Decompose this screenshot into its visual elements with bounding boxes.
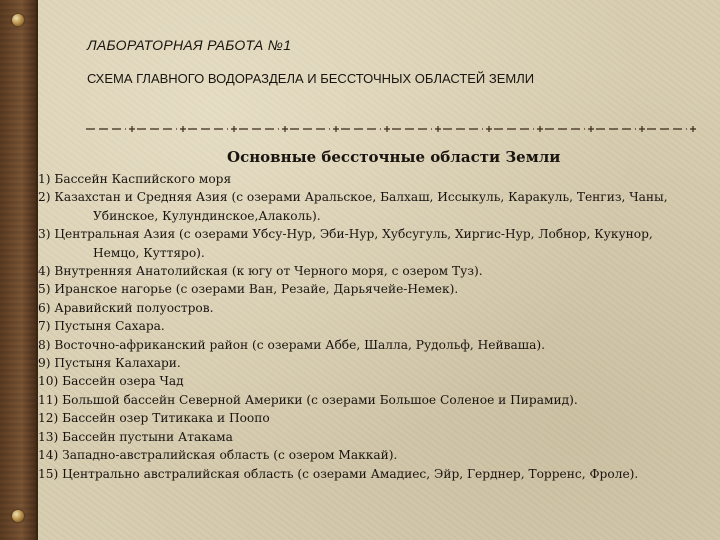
divider-cross-icon: [282, 126, 288, 132]
list-item: 14) Западно-австралийская область (с озером Маккай).: [38, 448, 398, 463]
basin-list: [38, 170, 698, 483]
divider-cross-icon: [180, 126, 186, 132]
divider-cross-icon: [537, 126, 543, 132]
list-item: 5) Иранское нагорье (с озерами Ван, Резайе, Дарьячейе-Немек).: [38, 282, 459, 297]
list-item: 10) Бассейн озера Чад: [38, 374, 184, 389]
list-item: 3) Центральная Азия (с озерами Убсу-Нур, Эби-Нур, Хубсугуль, Хиргис-Нур, Лобнор, Кукунор, Немцо, Куттяро).: [38, 227, 653, 260]
list-item: 1) Бассейн Каспийского моря: [38, 172, 232, 186]
list-item: 7) Пустыня Сахара.: [38, 319, 165, 334]
divider-cross-icon: [486, 126, 492, 132]
divider-cross-icon: [129, 126, 135, 132]
list-item: 8) Восточно-африканский район (с озерами Аббе, Шалла, Рудольф, Нейваша).: [38, 337, 545, 352]
lab-title: ЛАБОРАТОРНАЯ РАБОТА №1: [87, 37, 292, 53]
decorative-divider: [86, 124, 698, 134]
scheme-title: СХЕМА ГЛАВНОГО ВОДОРАЗДЕЛА И БЕССТОЧНЫХ ОБЛАСТЕЙ ЗЕМЛИ: [87, 71, 535, 86]
list-item: 6) Аравийский полуостров.: [38, 300, 214, 315]
list-item: 15) Центрально австралийская область (с озерами Амадиес, Эйр, Герднер, Торренс, Фроле).: [38, 466, 639, 481]
list-item: 12) Бассейн озер Титикака и Поопо: [38, 411, 270, 426]
rivet-icon: [12, 510, 24, 522]
list-item: 13) Бассейн пустыни Атакама: [38, 429, 233, 444]
divider-cross-icon: [588, 126, 594, 132]
divider-cross-icon: [384, 126, 390, 132]
list-item: 2) Казахстан и Средняя Азия (с озерами Аральское, Балхаш, Иссыкуль, Каракуль, Тенгиз, Чаны, Убинское, Кулундинское,Алаколь).: [38, 190, 668, 223]
list-item: 4) Внутренняя Анатолийская (к югу от Черного моря, с озером Туз).: [38, 264, 483, 279]
divider-cross-icon: [690, 126, 696, 132]
divider-cross-icon: [435, 126, 441, 132]
divider-cross-icon: [639, 126, 645, 132]
binder-spine: [0, 0, 38, 540]
list-item: 9) Пустыня Калахари.: [38, 356, 181, 371]
section-heading: Основные бессточные области Земли: [227, 148, 561, 166]
list-item: 11) Большой бассейн Северной Америки (с озерами Большое Соленое и Пирамид).: [38, 392, 578, 407]
divider-cross-icon: [333, 126, 339, 132]
divider-cross-icon: [231, 126, 237, 132]
rivet-icon: [12, 14, 24, 26]
